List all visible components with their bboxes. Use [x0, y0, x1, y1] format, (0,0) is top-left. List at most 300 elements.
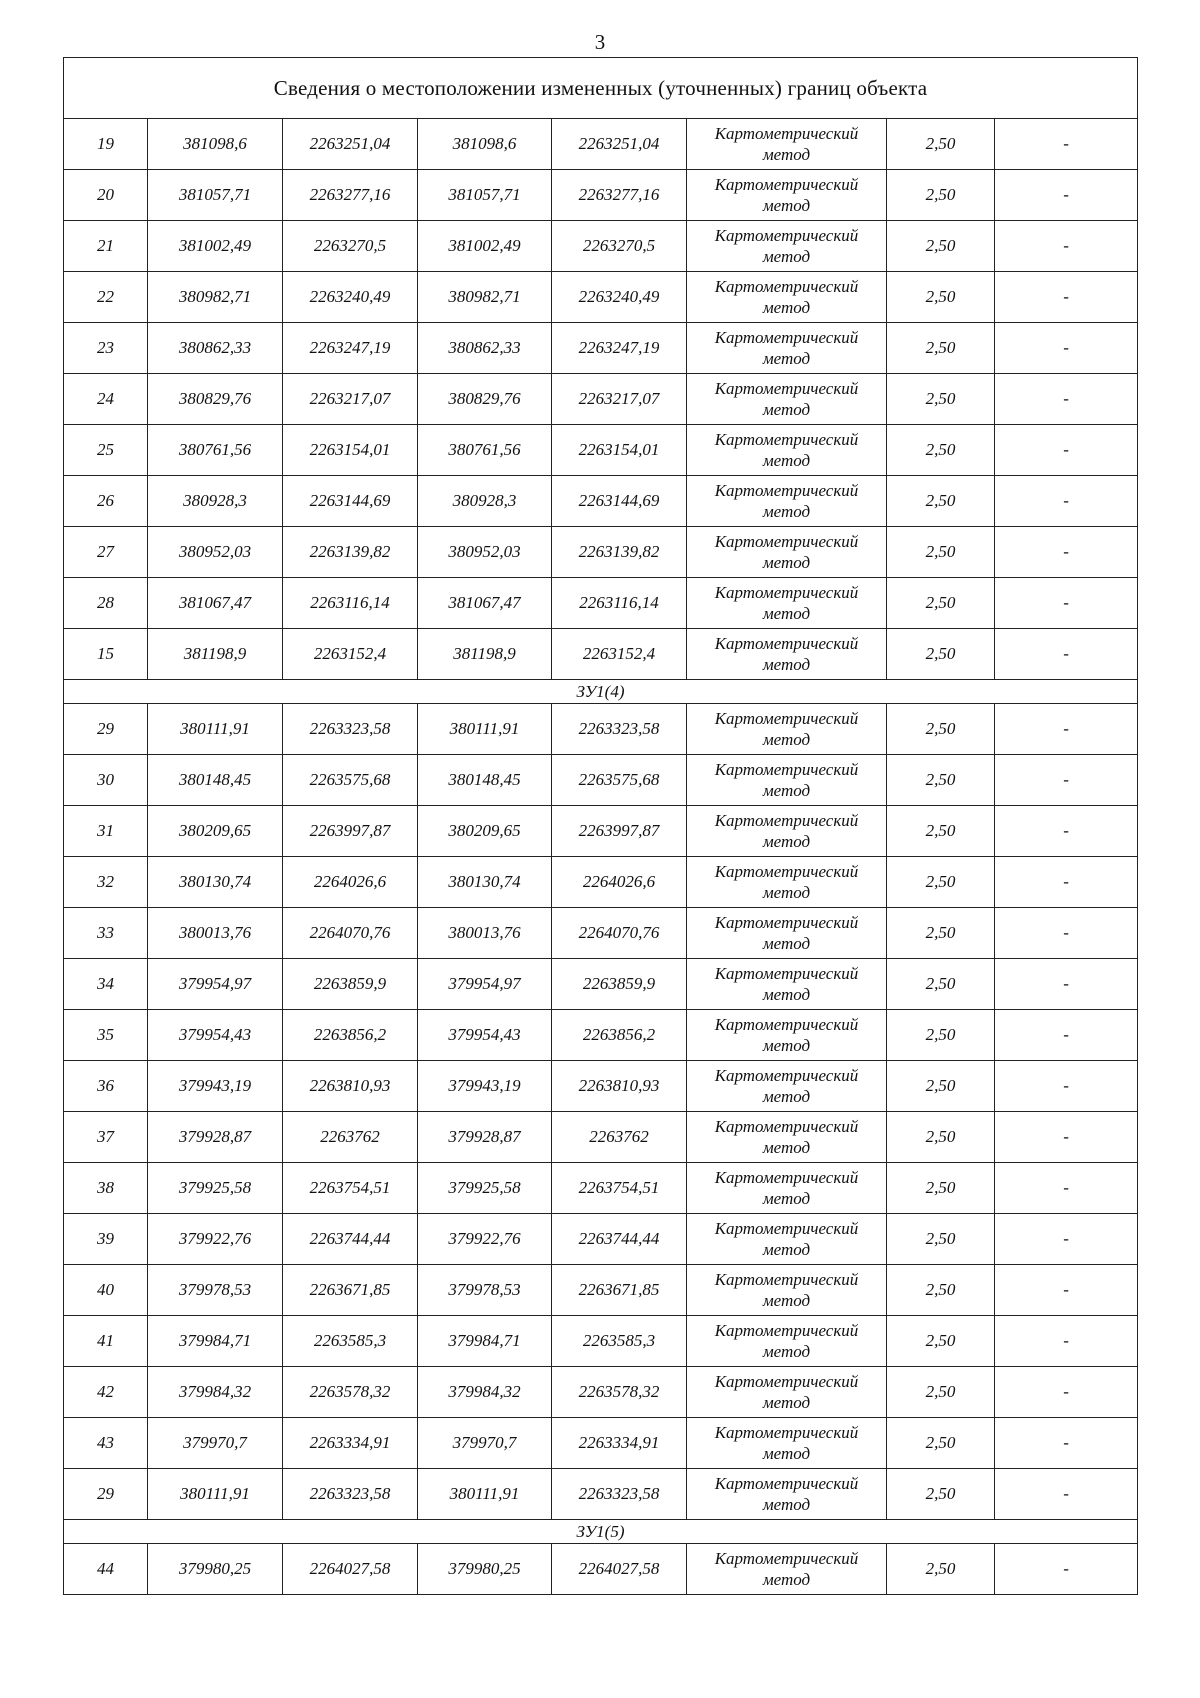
method-line-1: Картометрический — [714, 1219, 859, 1238]
x-coordinate-cell: 381067,47 — [418, 578, 552, 629]
point-number-cell: 15 — [64, 629, 148, 680]
accuracy-cell: 2,50 — [887, 1316, 995, 1367]
x-coordinate-cell: 380862,33 — [148, 323, 283, 374]
method-line-1: Картометрический — [714, 1549, 859, 1568]
x-coordinate-cell: 379954,97 — [148, 959, 283, 1010]
method-line-2: метод — [762, 1393, 811, 1412]
accuracy-cell: 2,50 — [887, 578, 995, 629]
x-coordinate-cell: 381198,9 — [418, 629, 552, 680]
y-coordinate-cell: 2263575,68 — [552, 755, 687, 806]
y-coordinate-cell: 2263671,85 — [552, 1265, 687, 1316]
method-line-1: Картометрический — [714, 328, 859, 347]
point-number-cell: 39 — [64, 1214, 148, 1265]
method-cell — [687, 578, 887, 629]
y-coordinate-cell: 2263334,91 — [552, 1418, 687, 1469]
note-cell: - — [995, 323, 1138, 374]
point-number-cell: 33 — [64, 908, 148, 959]
table-row — [64, 1214, 1138, 1265]
method-line-2: метод — [762, 781, 811, 800]
x-coordinate-cell: 380952,03 — [148, 527, 283, 578]
y-coordinate-cell: 2263247,19 — [283, 323, 418, 374]
x-coordinate-cell: 381057,71 — [418, 170, 552, 221]
note-cell: - — [995, 527, 1138, 578]
note-cell: - — [995, 1265, 1138, 1316]
method-cell — [687, 806, 887, 857]
method-line-1: Картометрический — [714, 1474, 859, 1493]
method-line-2: метод — [762, 451, 811, 470]
method-line-1: Картометрический — [714, 1168, 859, 1187]
table-row — [64, 170, 1138, 221]
point-number-cell: 26 — [64, 476, 148, 527]
method-line-1: Картометрический — [714, 1321, 859, 1340]
method-line-2: метод — [762, 400, 811, 419]
point-number-cell: 40 — [64, 1265, 148, 1316]
point-number-cell: 22 — [64, 272, 148, 323]
point-number-cell: 34 — [64, 959, 148, 1010]
accuracy-cell: 2,50 — [887, 1061, 995, 1112]
x-coordinate-cell: 380209,65 — [148, 806, 283, 857]
note-cell: - — [995, 857, 1138, 908]
y-coordinate-cell: 2263575,68 — [283, 755, 418, 806]
method-cell — [687, 1265, 887, 1316]
table-row — [64, 1112, 1138, 1163]
y-coordinate-cell: 2264027,58 — [552, 1544, 687, 1595]
method-cell — [687, 1544, 887, 1595]
accuracy-cell: 2,50 — [887, 425, 995, 476]
x-coordinate-cell: 380130,74 — [148, 857, 283, 908]
point-number-cell: 31 — [64, 806, 148, 857]
accuracy-cell: 2,50 — [887, 1418, 995, 1469]
section-label: ЗУ1(5) — [64, 1520, 1138, 1544]
x-coordinate-cell: 380761,56 — [148, 425, 283, 476]
table-row — [64, 1367, 1138, 1418]
point-number-cell: 28 — [64, 578, 148, 629]
method-cell — [687, 1214, 887, 1265]
y-coordinate-cell: 2263762 — [283, 1112, 418, 1163]
method-line-1: Картометрический — [714, 532, 859, 551]
table-row — [64, 908, 1138, 959]
y-coordinate-cell: 2263139,82 — [552, 527, 687, 578]
method-line-2: метод — [762, 604, 811, 623]
table-row — [64, 578, 1138, 629]
note-cell: - — [995, 119, 1138, 170]
y-coordinate-cell: 2263323,58 — [552, 704, 687, 755]
method-line-2: метод — [762, 655, 811, 674]
y-coordinate-cell: 2263997,87 — [283, 806, 418, 857]
x-coordinate-cell: 380952,03 — [418, 527, 552, 578]
y-coordinate-cell: 2263859,9 — [552, 959, 687, 1010]
table-row — [64, 806, 1138, 857]
method-line-1: Картометрический — [714, 1372, 859, 1391]
y-coordinate-cell: 2263251,04 — [283, 119, 418, 170]
method-cell — [687, 1061, 887, 1112]
method-line-2: метод — [762, 145, 811, 164]
x-coordinate-cell: 381067,47 — [148, 578, 283, 629]
table-row — [64, 1061, 1138, 1112]
method-cell — [687, 119, 887, 170]
accuracy-cell: 2,50 — [887, 959, 995, 1010]
method-line-2: метод — [762, 349, 811, 368]
accuracy-cell: 2,50 — [887, 1265, 995, 1316]
boundary-coordinates-table — [63, 57, 1138, 1595]
method-line-1: Картометрический — [714, 1066, 859, 1085]
method-cell — [687, 476, 887, 527]
point-number-cell: 41 — [64, 1316, 148, 1367]
method-cell — [687, 908, 887, 959]
accuracy-cell: 2,50 — [887, 806, 995, 857]
x-coordinate-cell: 379978,53 — [418, 1265, 552, 1316]
method-cell — [687, 1112, 887, 1163]
x-coordinate-cell: 381002,49 — [418, 221, 552, 272]
x-coordinate-cell: 381002,49 — [148, 221, 283, 272]
method-cell — [687, 629, 887, 680]
accuracy-cell: 2,50 — [887, 221, 995, 272]
method-cell — [687, 704, 887, 755]
method-line-2: метод — [762, 502, 811, 521]
x-coordinate-cell: 380209,65 — [418, 806, 552, 857]
x-coordinate-cell: 381198,9 — [148, 629, 283, 680]
note-cell: - — [995, 578, 1138, 629]
note-cell: - — [995, 425, 1138, 476]
method-line-2: метод — [762, 832, 811, 851]
note-cell: - — [995, 1469, 1138, 1520]
point-number-cell: 42 — [64, 1367, 148, 1418]
x-coordinate-cell: 379922,76 — [148, 1214, 283, 1265]
y-coordinate-cell: 2263585,3 — [283, 1316, 418, 1367]
method-line-2: метод — [762, 883, 811, 902]
x-coordinate-cell: 380111,91 — [148, 704, 283, 755]
table-row — [64, 374, 1138, 425]
accuracy-cell: 2,50 — [887, 629, 995, 680]
note-cell: - — [995, 959, 1138, 1010]
table-row — [64, 527, 1138, 578]
y-coordinate-cell: 2263856,2 — [283, 1010, 418, 1061]
method-line-2: метод — [762, 1444, 811, 1463]
method-line-2: метод — [762, 1240, 811, 1259]
point-number-cell: 43 — [64, 1418, 148, 1469]
table-row — [64, 959, 1138, 1010]
table-row — [64, 755, 1138, 806]
method-line-1: Картометрический — [714, 1423, 859, 1442]
method-line-2: метод — [762, 1342, 811, 1361]
y-coordinate-cell: 2263997,87 — [552, 806, 687, 857]
method-cell — [687, 1418, 887, 1469]
point-number-cell: 32 — [64, 857, 148, 908]
y-coordinate-cell: 2263754,51 — [283, 1163, 418, 1214]
method-line-2: метод — [762, 247, 811, 266]
y-coordinate-cell: 2263754,51 — [552, 1163, 687, 1214]
note-cell: - — [995, 1418, 1138, 1469]
method-line-1: Картометрический — [714, 913, 859, 932]
x-coordinate-cell: 380111,91 — [148, 1469, 283, 1520]
point-number-cell: 24 — [64, 374, 148, 425]
table-row — [64, 323, 1138, 374]
point-number-cell: 23 — [64, 323, 148, 374]
y-coordinate-cell: 2263762 — [552, 1112, 687, 1163]
point-number-cell: 19 — [64, 119, 148, 170]
y-coordinate-cell: 2263116,14 — [283, 578, 418, 629]
method-cell — [687, 857, 887, 908]
accuracy-cell: 2,50 — [887, 272, 995, 323]
note-cell: - — [995, 1316, 1138, 1367]
method-cell — [687, 323, 887, 374]
y-coordinate-cell: 2263217,07 — [552, 374, 687, 425]
x-coordinate-cell: 380111,91 — [418, 1469, 552, 1520]
table-row — [64, 272, 1138, 323]
table-row — [64, 425, 1138, 476]
method-cell — [687, 1469, 887, 1520]
accuracy-cell: 2,50 — [887, 857, 995, 908]
x-coordinate-cell: 379928,87 — [148, 1112, 283, 1163]
method-line-2: метод — [762, 196, 811, 215]
page-number: 3 — [594, 30, 606, 54]
table-title: Сведения о местоположении измененных (уточненных) границ объекта — [64, 58, 1138, 119]
x-coordinate-cell: 379943,19 — [418, 1061, 552, 1112]
method-line-1: Картометрический — [714, 124, 859, 143]
method-line-1: Картометрический — [714, 277, 859, 296]
method-line-2: метод — [762, 1087, 811, 1106]
method-cell — [687, 272, 887, 323]
method-cell — [687, 959, 887, 1010]
x-coordinate-cell: 380982,71 — [418, 272, 552, 323]
y-coordinate-cell: 2263856,2 — [552, 1010, 687, 1061]
x-coordinate-cell: 380013,76 — [148, 908, 283, 959]
method-cell — [687, 425, 887, 476]
point-number-cell: 36 — [64, 1061, 148, 1112]
y-coordinate-cell: 2263810,93 — [552, 1061, 687, 1112]
x-coordinate-cell: 379954,43 — [148, 1010, 283, 1061]
x-coordinate-cell: 381057,71 — [148, 170, 283, 221]
y-coordinate-cell: 2263247,19 — [552, 323, 687, 374]
table-title-row — [64, 58, 1138, 119]
method-line-1: Картометрический — [714, 430, 859, 449]
y-coordinate-cell: 2263152,4 — [552, 629, 687, 680]
method-line-2: метод — [762, 1495, 811, 1514]
section-header-row — [64, 1520, 1138, 1544]
x-coordinate-cell: 379954,97 — [418, 959, 552, 1010]
method-cell — [687, 755, 887, 806]
x-coordinate-cell: 379943,19 — [148, 1061, 283, 1112]
y-coordinate-cell: 2263323,58 — [283, 704, 418, 755]
note-cell: - — [995, 806, 1138, 857]
y-coordinate-cell: 2264070,76 — [552, 908, 687, 959]
table-row — [64, 857, 1138, 908]
method-line-1: Картометрический — [714, 634, 859, 653]
note-cell: - — [995, 1061, 1138, 1112]
note-cell: - — [995, 221, 1138, 272]
accuracy-cell: 2,50 — [887, 1367, 995, 1418]
point-number-cell: 44 — [64, 1544, 148, 1595]
point-number-cell: 29 — [64, 704, 148, 755]
y-coordinate-cell: 2264026,6 — [552, 857, 687, 908]
x-coordinate-cell: 380862,33 — [418, 323, 552, 374]
point-number-cell: 35 — [64, 1010, 148, 1061]
method-line-1: Картометрический — [714, 175, 859, 194]
method-line-1: Картометрический — [714, 1117, 859, 1136]
accuracy-cell: 2,50 — [887, 170, 995, 221]
y-coordinate-cell: 2263585,3 — [552, 1316, 687, 1367]
method-line-1: Картометрический — [714, 379, 859, 398]
accuracy-cell: 2,50 — [887, 1163, 995, 1214]
y-coordinate-cell: 2263139,82 — [283, 527, 418, 578]
table-row — [64, 1544, 1138, 1595]
method-cell — [687, 1316, 887, 1367]
note-cell: - — [995, 1112, 1138, 1163]
y-coordinate-cell: 2263270,5 — [283, 221, 418, 272]
method-line-2: метод — [762, 1189, 811, 1208]
table-row — [64, 476, 1138, 527]
point-number-cell: 27 — [64, 527, 148, 578]
point-number-cell: 29 — [64, 1469, 148, 1520]
x-coordinate-cell: 380013,76 — [418, 908, 552, 959]
note-cell: - — [995, 704, 1138, 755]
method-cell — [687, 527, 887, 578]
y-coordinate-cell: 2264070,76 — [283, 908, 418, 959]
method-line-2: метод — [762, 730, 811, 749]
y-coordinate-cell: 2263217,07 — [283, 374, 418, 425]
point-number-cell: 30 — [64, 755, 148, 806]
note-cell: - — [995, 1214, 1138, 1265]
method-line-2: метод — [762, 1138, 811, 1157]
y-coordinate-cell: 2263744,44 — [283, 1214, 418, 1265]
note-cell: - — [995, 272, 1138, 323]
accuracy-cell: 2,50 — [887, 908, 995, 959]
accuracy-cell: 2,50 — [887, 323, 995, 374]
x-coordinate-cell: 380928,3 — [418, 476, 552, 527]
x-coordinate-cell: 380130,74 — [418, 857, 552, 908]
x-coordinate-cell: 379980,25 — [418, 1544, 552, 1595]
method-line-2: метод — [762, 1036, 811, 1055]
x-coordinate-cell: 380148,45 — [148, 755, 283, 806]
y-coordinate-cell: 2263744,44 — [552, 1214, 687, 1265]
x-coordinate-cell: 379970,7 — [148, 1418, 283, 1469]
y-coordinate-cell: 2263152,4 — [283, 629, 418, 680]
point-number-cell: 25 — [64, 425, 148, 476]
y-coordinate-cell: 2263144,69 — [283, 476, 418, 527]
x-coordinate-cell: 380761,56 — [418, 425, 552, 476]
note-cell: - — [995, 1367, 1138, 1418]
x-coordinate-cell: 379925,58 — [418, 1163, 552, 1214]
method-cell — [687, 170, 887, 221]
accuracy-cell: 2,50 — [887, 1112, 995, 1163]
table-row — [64, 221, 1138, 272]
y-coordinate-cell: 2263323,58 — [283, 1469, 418, 1520]
method-line-2: метод — [762, 934, 811, 953]
table-row — [64, 629, 1138, 680]
x-coordinate-cell: 381098,6 — [148, 119, 283, 170]
x-coordinate-cell: 379970,7 — [418, 1418, 552, 1469]
y-coordinate-cell: 2263240,49 — [552, 272, 687, 323]
y-coordinate-cell: 2263277,16 — [283, 170, 418, 221]
note-cell: - — [995, 908, 1138, 959]
note-cell: - — [995, 755, 1138, 806]
y-coordinate-cell: 2263240,49 — [283, 272, 418, 323]
accuracy-cell: 2,50 — [887, 1544, 995, 1595]
x-coordinate-cell: 380982,71 — [148, 272, 283, 323]
y-coordinate-cell: 2263578,32 — [283, 1367, 418, 1418]
accuracy-cell: 2,50 — [887, 1214, 995, 1265]
accuracy-cell: 2,50 — [887, 374, 995, 425]
table-row — [64, 119, 1138, 170]
x-coordinate-cell: 379922,76 — [418, 1214, 552, 1265]
accuracy-cell: 2,50 — [887, 119, 995, 170]
x-coordinate-cell: 379954,43 — [418, 1010, 552, 1061]
method-line-1: Картометрический — [714, 811, 859, 830]
x-coordinate-cell: 381098,6 — [418, 119, 552, 170]
method-cell — [687, 1010, 887, 1061]
x-coordinate-cell: 380111,91 — [418, 704, 552, 755]
y-coordinate-cell: 2263154,01 — [552, 425, 687, 476]
method-line-2: метод — [762, 1291, 811, 1310]
y-coordinate-cell: 2263251,04 — [552, 119, 687, 170]
y-coordinate-cell: 2263144,69 — [552, 476, 687, 527]
method-line-1: Картометрический — [714, 862, 859, 881]
point-number-cell: 20 — [64, 170, 148, 221]
x-coordinate-cell: 379928,87 — [418, 1112, 552, 1163]
y-coordinate-cell: 2263859,9 — [283, 959, 418, 1010]
accuracy-cell: 2,50 — [887, 527, 995, 578]
section-header-row — [64, 680, 1138, 704]
accuracy-cell: 2,50 — [887, 1469, 995, 1520]
note-cell: - — [995, 1010, 1138, 1061]
y-coordinate-cell: 2263154,01 — [283, 425, 418, 476]
method-line-2: метод — [762, 298, 811, 317]
method-cell — [687, 374, 887, 425]
x-coordinate-cell: 379984,32 — [148, 1367, 283, 1418]
point-number-cell: 37 — [64, 1112, 148, 1163]
table-row — [64, 1316, 1138, 1367]
method-line-1: Картометрический — [714, 964, 859, 983]
method-line-2: метод — [762, 553, 811, 572]
table-row — [64, 1265, 1138, 1316]
x-coordinate-cell: 379925,58 — [148, 1163, 283, 1214]
x-coordinate-cell: 380928,3 — [148, 476, 283, 527]
y-coordinate-cell: 2263810,93 — [283, 1061, 418, 1112]
x-coordinate-cell: 379978,53 — [148, 1265, 283, 1316]
y-coordinate-cell: 2263277,16 — [552, 170, 687, 221]
table-row — [64, 1469, 1138, 1520]
y-coordinate-cell: 2263270,5 — [552, 221, 687, 272]
y-coordinate-cell: 2263578,32 — [552, 1367, 687, 1418]
x-coordinate-cell: 379980,25 — [148, 1544, 283, 1595]
table-row — [64, 704, 1138, 755]
method-line-1: Картометрический — [714, 226, 859, 245]
y-coordinate-cell: 2264026,6 — [283, 857, 418, 908]
x-coordinate-cell: 380829,76 — [418, 374, 552, 425]
point-number-cell: 38 — [64, 1163, 148, 1214]
note-cell: - — [995, 629, 1138, 680]
x-coordinate-cell: 379984,71 — [148, 1316, 283, 1367]
table-row — [64, 1418, 1138, 1469]
x-coordinate-cell: 380829,76 — [148, 374, 283, 425]
accuracy-cell: 2,50 — [887, 704, 995, 755]
method-line-1: Картометрический — [714, 709, 859, 728]
method-cell — [687, 1163, 887, 1214]
x-coordinate-cell: 379984,71 — [418, 1316, 552, 1367]
y-coordinate-cell: 2263334,91 — [283, 1418, 418, 1469]
y-coordinate-cell: 2263671,85 — [283, 1265, 418, 1316]
y-coordinate-cell: 2264027,58 — [283, 1544, 418, 1595]
accuracy-cell: 2,50 — [887, 476, 995, 527]
note-cell: - — [995, 1163, 1138, 1214]
y-coordinate-cell: 2263323,58 — [552, 1469, 687, 1520]
note-cell: - — [995, 374, 1138, 425]
method-line-1: Картометрический — [714, 1015, 859, 1034]
method-line-1: Картометрический — [714, 1270, 859, 1289]
y-coordinate-cell: 2263116,14 — [552, 578, 687, 629]
note-cell: - — [995, 170, 1138, 221]
method-line-2: метод — [762, 985, 811, 1004]
